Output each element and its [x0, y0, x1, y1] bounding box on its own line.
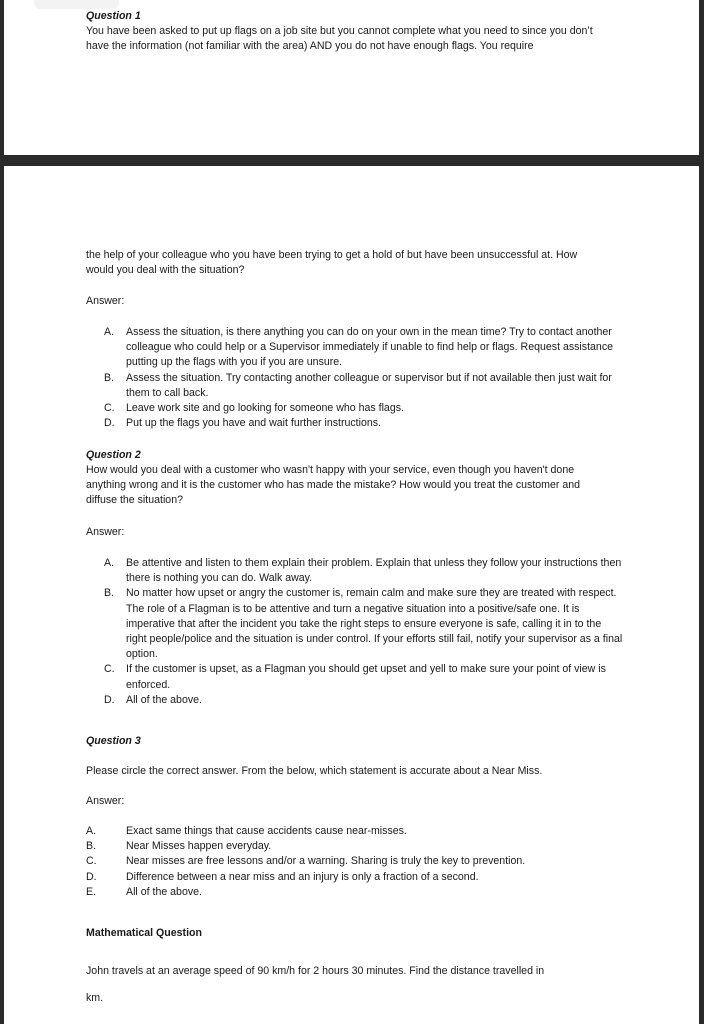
question-3-options: [86, 824, 626, 900]
option-b: B. No matter how upset or angry the customer is, remain calm and make sure they are treated with respect. The role of a Flagman is to be attentive and turn a negative situation into a positive/safe one. It is imperative that after the incident you take the right steps to ensure everyone is safe, calling it in to the right people/police and the situation is under control. If your efforts still fail, notify your supervisor as a final option.: [104, 587, 623, 661]
question-3-heading: Question 3: [86, 735, 141, 747]
option-c: C. If the customer is upset, as a Flagman you should get upset and yell to make sure your point of view is enforced.: [104, 663, 606, 691]
question-1-answer-label: Answer:: [86, 295, 125, 307]
option-a: A. Be attentive and listen to them explain their problem. Explain that unless they follow your instructions then there is nothing you can do. Walk away.: [104, 557, 622, 585]
option-b: B. Assess the situation. Try contacting another colleague or supervisor but if not available then just wait for them to call back.: [104, 371, 612, 399]
question-3-answer-label: Answer:: [86, 795, 125, 807]
question-3-text: Please circle the correct answer. From the below, which statement is accurate about a Near Miss.: [86, 765, 543, 777]
question-1-text-part2: the help of your colleague who you have been trying to get a hold of but have been unsuccessful at. How would you deal with the situation?: [86, 249, 578, 277]
option-d: D. Difference between a near miss and an injury is only a fraction of a second.: [86, 870, 479, 883]
question-1-text-part1: You have been asked to put up flags on a job site but you cannot complete what you need to since you don’t have the information (not familiar with the area) AND you do not have enough flags. You require: [86, 25, 593, 53]
question-1-options: [104, 325, 624, 431]
question-2-answer-label: Answer:: [86, 526, 125, 538]
math-question-text-line1: John travels at an average speed of 90 km/h for 2 hours 30 minutes. Find the distance travelled in: [86, 965, 545, 977]
document-page-1: [4, 0, 699, 155]
math-question-text-line2: km.: [86, 992, 104, 1004]
page-tab: [34, 0, 119, 9]
document-page-2: [4, 166, 699, 1024]
option-b: B. Near Misses happen everyday.: [86, 840, 272, 853]
page-separator: [0, 155, 704, 166]
option-d: D. All of the above.: [104, 693, 202, 706]
question-2-heading: Question 2: [86, 449, 141, 461]
option-d: D. Put up the flags you have and wait further instructions.: [104, 417, 381, 430]
option-a: A. Exact same things that cause accidents cause near-misses.: [86, 825, 407, 837]
option-a: A. Assess the situation, is there anything you can do on your own in the mean time? Try to contact another colleague who could help or a Supervisor immediately if unable to find help or flags. Request assistance putting up the flags with you if you are unsure.: [104, 326, 614, 369]
option-c: C. Near misses are free lessons and/or a warning. Sharing is truly the key to prevention.: [86, 855, 526, 868]
question-2-options: [104, 556, 624, 708]
question-1-heading: Question 1: [86, 10, 141, 22]
question-2-text: How would you deal with a customer who wasn't happy with your service, even though you haven't done anything wrong and it is the customer who has made the mistake? How would you treat the customer and diffuse the situation?: [86, 464, 581, 507]
option-c: C. Leave work site and go looking for someone who has flags.: [104, 402, 404, 415]
option-e: E. All of the above.: [86, 885, 202, 898]
math-question-heading: Mathematical Question: [86, 927, 202, 939]
